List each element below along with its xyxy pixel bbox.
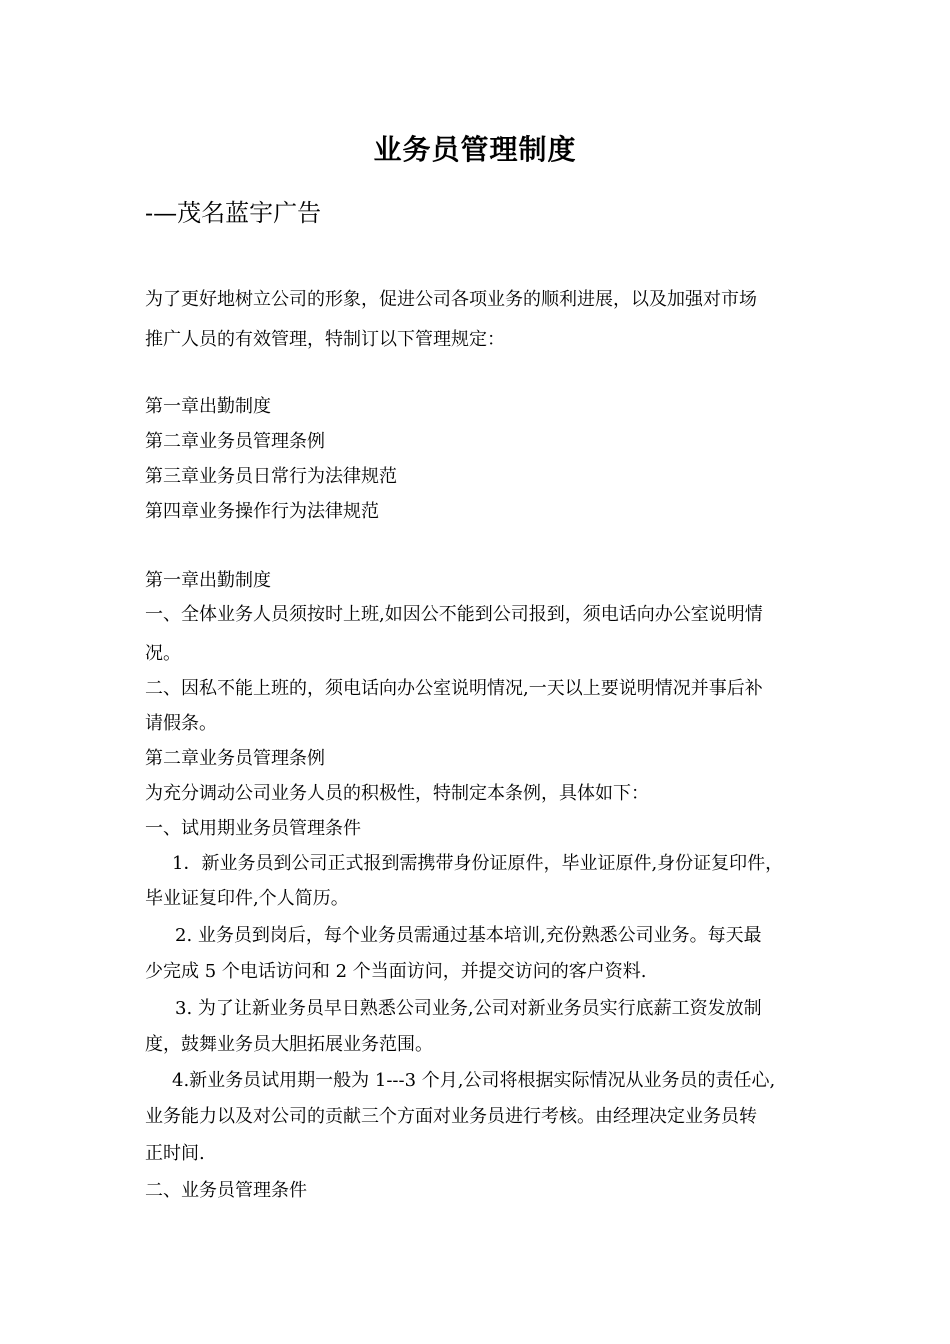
- intro-line: 推广人员的有效管理，特制订以下管理规定：: [145, 329, 505, 350]
- paragraph-line: 1．新业务员到公司正式报到需携带身份证原件，毕业证原件,身份证复印件，: [172, 853, 784, 874]
- intro-line: 为了更好地树立公司的形象，促进公司各项业务的顺利进展，以及加强对市场: [145, 289, 757, 310]
- page-title: 业务员管理制度: [373, 133, 577, 166]
- section-heading: 二、业务员管理条件: [145, 1180, 307, 1201]
- paragraph-line: 况。: [145, 643, 181, 664]
- paragraph-line: 少完成 5 个电话访问和 2 个当面访问，并提交访问的客户资料.: [145, 961, 647, 982]
- paragraph-line: 请假条。: [145, 713, 217, 734]
- section-heading: 一、试用期业务员管理条件: [145, 818, 361, 839]
- paragraph-line: 业务能力以及对公司的贡献三个方面对业务员进行考核。由经理决定业务员转: [145, 1106, 757, 1127]
- paragraph-line: 二、因私不能上班的，须电话向办公室说明情况,一天以上要说明情况并事后补: [145, 678, 763, 699]
- chapter-heading: 第二章业务员管理条例: [145, 748, 325, 769]
- chapter-heading: 第一章出勤制度: [145, 570, 271, 591]
- toc-item: 第四章业务操作行为法律规范: [145, 501, 379, 522]
- paragraph-line: 毕业证复印件,个人简历。: [145, 888, 349, 909]
- paragraph-line: 为充分调动公司业务人员的积极性，特制定本条例，具体如下：: [145, 783, 649, 804]
- toc-item: 第二章业务员管理条例: [145, 431, 325, 452]
- company-subtitle: -—茂名蓝宇广告: [145, 199, 322, 227]
- toc-item: 第一章出勤制度: [145, 396, 271, 417]
- paragraph-line: 3. 为了让新业务员早日熟悉公司业务,公司对新业务员实行底薪工资发放制: [175, 998, 762, 1019]
- paragraph-line: 正时间.: [145, 1143, 205, 1164]
- paragraph-line: 度，鼓舞业务员大胆拓展业务范围。: [145, 1034, 433, 1055]
- paragraph-line: 2. 业务员到岗后，每个业务员需通过基本培训,充份熟悉公司业务。每天最: [175, 925, 762, 946]
- paragraph-line: 4.新业务员试用期一般为 1---3 个月,公司将根据实际情况从业务员的责任心,: [172, 1070, 776, 1091]
- paragraph-line: 一、全体业务人员须按时上班,如因公不能到公司报到，须电话向办公室说明情: [145, 604, 763, 625]
- toc-item: 第三章业务员日常行为法律规范: [145, 466, 397, 487]
